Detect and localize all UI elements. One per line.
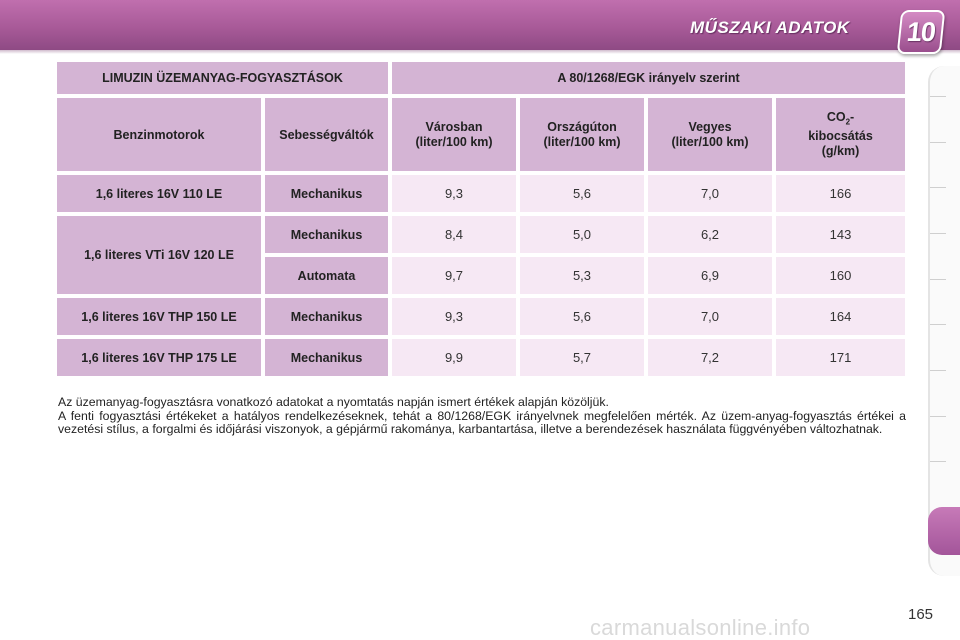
tab-divider [930,461,946,462]
gearbox-label: Mechanikus [290,350,363,365]
engine-label: 1,6 literes 16V THP 175 LE [81,350,237,365]
co2-suffix: - [850,109,855,124]
co2-value: 166 [776,175,905,212]
tab-divider [930,416,946,417]
col-header-extra-urban-line2: (liter/100 km) [543,134,621,149]
combined-value: 7,0 [648,298,772,335]
gearbox-label: Mechanikus [290,186,363,201]
table-row-gearbox [265,257,388,294]
tab-divider [930,324,946,325]
col-header-engine-text: Benzinmotorok [113,127,205,142]
extra-urban-value: 5,6 [520,175,644,212]
table-title-left-text: LIMUZIN ÜZEMANYAG-FOGYASZTÁSOK [102,71,343,85]
tab-divider [930,187,946,188]
co2-value: 164 [776,298,905,335]
table-title-right-text: A 80/1268/EGK irányelv szerint [557,71,740,85]
table-row-gearbox [265,216,388,253]
col-header-combined-line1: Vegyes [688,119,732,134]
urban-value: 9,3 [392,175,516,212]
col-header-combined [648,98,772,171]
urban-value: 8,4 [392,216,516,253]
footnote [58,396,906,437]
section-title: MŰSZAKI ADATOK [690,18,850,37]
gearbox-label: Mechanikus [290,227,363,242]
engine-label: 1,6 literes 16V THP 150 LE [81,309,237,324]
chapter-tab-active[interactable] [928,507,960,555]
table-title-right [392,62,905,94]
watermark: carmanualsonline.info [590,615,811,640]
chapter-number: 10 [905,16,937,47]
table-row-gearbox [265,339,388,376]
table-row-engine [57,175,261,212]
combined-value: 7,0 [648,175,772,212]
col-header-extra-urban [520,98,644,171]
col-header-co2-line3: (g/km) [821,144,860,159]
combined-value: 6,9 [648,257,772,294]
col-header-co2-line1 [808,110,873,130]
tab-divider [930,142,946,143]
col-header-urban-line1: Városban [425,119,483,134]
col-header-gearbox-text: Sebességváltók [279,127,374,142]
extra-urban-value: 5,6 [520,298,644,335]
chapter-badge [897,10,946,54]
col-header-co2-line2: kibocsátás [808,129,873,144]
co2-value: 171 [776,339,905,376]
col-header-gearbox [265,98,388,171]
combined-value: 6,2 [648,216,772,253]
footnote-line1: Az üzemanyag-fogyasztásra vonatkozó adatokat a nyomtatás napján ismert értékek alapján közöljük. [58,395,609,409]
gearbox-label: Automata [297,268,356,283]
table-row-engine [57,298,261,335]
tab-divider [930,370,946,371]
engine-label: 1,6 literes VTi 16V 120 LE [84,248,234,262]
co2-subscript: 2 [845,117,851,127]
tab-divider [930,96,946,97]
urban-value: 9,7 [392,257,516,294]
extra-urban-value: 5,3 [520,257,644,294]
tab-divider [930,233,946,234]
gearbox-label: Mechanikus [290,309,363,324]
table-row-engine [57,339,261,376]
table-row-gearbox [265,298,388,335]
extra-urban-value: 5,7 [520,339,644,376]
engine-label: 1,6 literes 16V 110 LE [95,186,223,201]
col-header-urban [392,98,516,171]
col-header-combined-line2: (liter/100 km) [671,134,749,149]
urban-value: 9,3 [392,298,516,335]
footnote-line2: A fenti fogyasztási értékeket a hatályos rendelkezéseknek, tehát a 80/1268/EGK irányelvnek megfelelően mérték. Az üzem-anyag-fogyasztás értékei a vezetési stílus, a forgalmi és időjárási viszonyok, a gépjármű rakománya, karbantartása, illetve a berendezések használata függvényében változhatnak. [58,408,906,437]
urban-value: 9,9 [392,339,516,376]
co2-value: 143 [776,216,905,253]
co2-value: 160 [776,257,905,294]
col-header-extra-urban-line1: Országúton [547,119,617,134]
combined-value: 7,2 [648,339,772,376]
table-title-left [57,62,388,94]
col-header-engine [57,98,261,171]
co2-main: CO [826,109,846,124]
extra-urban-value: 5,0 [520,216,644,253]
page-number: 165 [908,606,934,623]
col-header-co2 [776,98,905,171]
table-row-gearbox [265,175,388,212]
table-row-engine [57,216,261,294]
col-header-urban-line2: (liter/100 km) [415,134,493,149]
tab-divider [930,279,946,280]
